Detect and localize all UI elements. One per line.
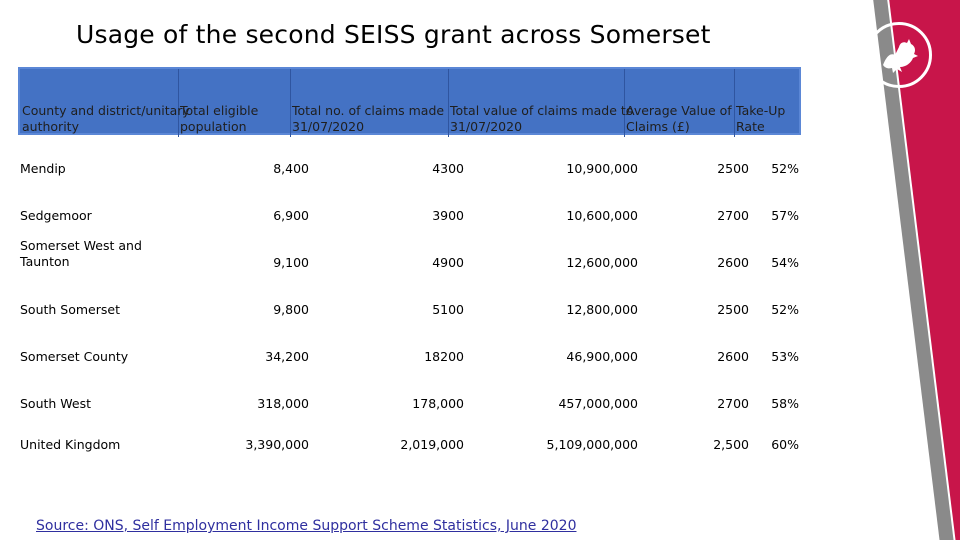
table-row xyxy=(18,323,801,370)
cell-claims: 178,000 xyxy=(412,396,464,411)
row-area-label: South West xyxy=(20,396,92,411)
cell-value: 46,900,000 xyxy=(566,349,638,364)
cell-average: 2500 xyxy=(717,302,749,317)
header-population: Total eligible population xyxy=(180,103,259,134)
row-area-label: Sedgemoor xyxy=(20,208,92,223)
cell-value: 5,109,000,000 xyxy=(546,437,638,452)
cell-value: 12,800,000 xyxy=(566,302,638,317)
table-row xyxy=(18,417,801,470)
brand-line-1: Improving xyxy=(852,483,935,502)
cell-population: 6,900 xyxy=(273,208,309,223)
cell-average: 2,500 xyxy=(713,437,749,452)
cell-takeup: 58% xyxy=(771,396,799,411)
cell-takeup: 60% xyxy=(771,437,799,452)
table-body xyxy=(18,135,801,470)
slide-title: Usage of the second SEISS grant across Somerset xyxy=(76,20,711,49)
cell-value: 457,000,000 xyxy=(558,396,638,411)
cell-average: 2600 xyxy=(717,349,749,364)
cell-population: 8,400 xyxy=(273,161,309,176)
brand-line-2: LIVES xyxy=(878,501,936,518)
improving-lives-logo xyxy=(852,484,936,518)
cell-takeup: 52% xyxy=(771,161,799,176)
cell-takeup: 52% xyxy=(771,302,799,317)
cell-average: 2700 xyxy=(717,396,749,411)
cell-value: 12,600,000 xyxy=(566,255,638,270)
row-area-label: United Kingdom xyxy=(20,437,121,452)
cell-claims: 18200 xyxy=(424,349,464,364)
table-row xyxy=(18,276,801,323)
header-takeup: Take-Up Rate xyxy=(736,103,786,134)
source-link[interactable]: Source: ONS, Self Employment Income Support Scheme Statistics, June 2020 xyxy=(36,518,577,534)
cell-population: 9,100 xyxy=(273,255,309,270)
cell-claims: 4900 xyxy=(432,255,464,270)
row-area-label: Somerset County xyxy=(20,349,129,364)
header-claims: Total no. of claims made 31/07/2020 xyxy=(292,103,445,134)
cell-claims: 2,019,000 xyxy=(400,437,464,452)
cell-average: 2500 xyxy=(717,161,749,176)
header-average: Average Value of Claims (£) xyxy=(626,103,732,134)
row-area-label: South Somerset xyxy=(20,302,120,317)
cell-claims: 3900 xyxy=(432,208,464,223)
cell-takeup: 57% xyxy=(771,208,799,223)
table-row xyxy=(18,370,801,417)
seiss-table xyxy=(18,67,801,470)
cell-value: 10,600,000 xyxy=(566,208,638,223)
table-row xyxy=(18,135,801,182)
table-header xyxy=(18,67,801,135)
cell-average: 2700 xyxy=(717,208,749,223)
cell-takeup: 54% xyxy=(771,255,799,270)
cell-claims: 4300 xyxy=(432,161,464,176)
cell-average: 2600 xyxy=(717,255,749,270)
row-area-label: Mendip xyxy=(20,161,66,176)
cell-takeup: 53% xyxy=(771,349,799,364)
cell-population: 34,200 xyxy=(265,349,309,364)
cell-population: 318,000 xyxy=(257,396,309,411)
cell-claims: 5100 xyxy=(432,302,464,317)
table-row xyxy=(18,229,801,276)
table-row xyxy=(18,182,801,229)
header-area: County and district/unitary authority xyxy=(22,103,190,134)
row-area-label: Somerset West and Taunton xyxy=(20,238,142,269)
cell-value: 10,900,000 xyxy=(566,161,638,176)
header-value: Total value of claims made to 31/07/2020 xyxy=(450,103,634,134)
wyvern-dragon-logo-icon xyxy=(866,22,932,88)
cell-population: 9,800 xyxy=(273,302,309,317)
cell-population: 3,390,000 xyxy=(245,437,309,452)
